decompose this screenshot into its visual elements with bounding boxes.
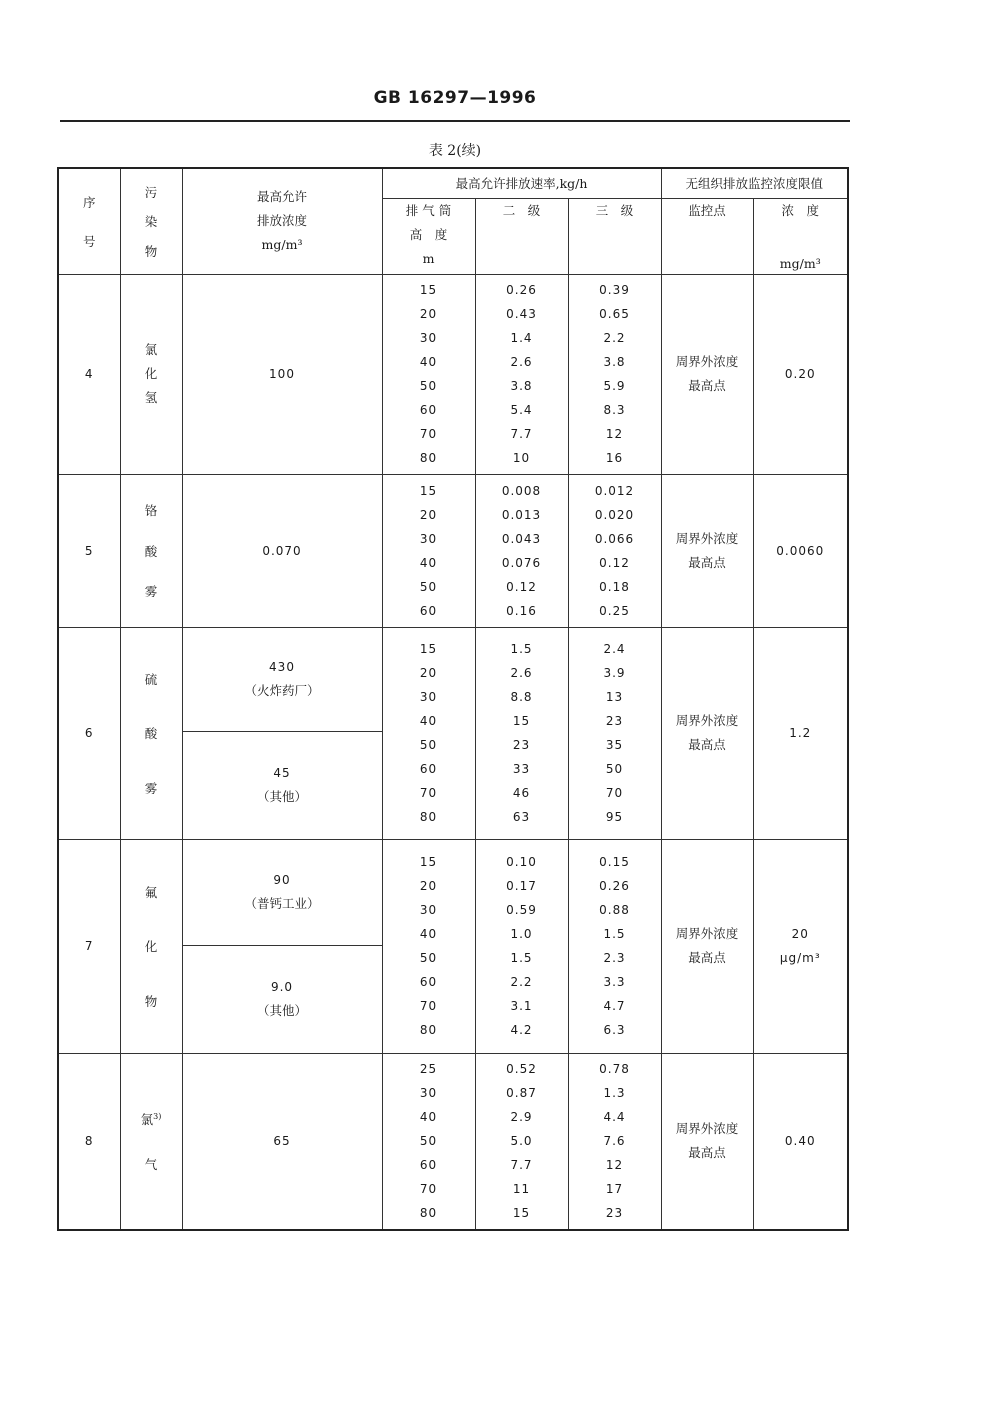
height-value: 60: [419, 403, 438, 417]
row-seq: 5: [58, 474, 120, 627]
height-value: 80: [419, 1206, 438, 1221]
row-limit: 0.20: [753, 274, 848, 474]
rate-value: 3.1: [510, 999, 533, 1013]
rate-value: 1.5: [510, 951, 533, 965]
header-max-concentration: [182, 168, 382, 274]
max-conc-value: 9.0: [270, 980, 294, 994]
rate-value: 46: [512, 786, 531, 800]
rate-value: 0.52: [506, 1062, 537, 1077]
header-stack-height: [382, 198, 475, 274]
max-conc-note: （普钙工业）: [244, 896, 320, 911]
rate-value: 4.2: [510, 1023, 533, 1037]
header-grade2: 二 级: [475, 198, 568, 274]
table-row: [58, 839, 848, 945]
height-value: 60: [419, 975, 438, 989]
rate-value: 6.3: [603, 1023, 626, 1037]
height-value: 30: [419, 331, 438, 345]
pollutant-char: 铬: [144, 502, 158, 518]
rate-value: 63: [512, 810, 531, 824]
monitor-line: 周界外浓度: [675, 1121, 739, 1137]
pollutant-char: 雾: [144, 780, 158, 796]
table-row: [58, 274, 848, 474]
row-heights: [382, 274, 475, 474]
rate-value: 5.0: [510, 1134, 533, 1149]
height-value: 50: [419, 379, 438, 393]
row-max-concentration: 0.070: [182, 474, 382, 627]
height-value: 50: [419, 1134, 438, 1149]
height-value: 30: [419, 690, 438, 704]
rate-value: 0.88: [599, 903, 630, 917]
max-conc-value: 90: [273, 873, 291, 887]
height-value: 70: [419, 786, 438, 800]
header-pollutant: [120, 168, 182, 274]
row-monitor-point: [661, 474, 753, 627]
rate-value: 23: [512, 738, 531, 752]
row-heights: [382, 839, 475, 1053]
rate-value: 15: [512, 714, 531, 728]
header-line: 排放浓度: [256, 213, 307, 229]
pollutant-char: 气: [144, 1157, 158, 1173]
row-monitor-point: [661, 627, 753, 839]
pollutant-char: 硫: [144, 671, 158, 687]
rate-value: 2.6: [510, 355, 533, 369]
rate-value: 23: [605, 1206, 624, 1221]
header-line: mg/m³: [261, 237, 303, 253]
row-grade2-rates: [475, 1053, 568, 1230]
row-grade2-rates: [475, 839, 568, 1053]
height-value: 70: [419, 999, 438, 1013]
height-value: 25: [419, 1062, 438, 1077]
height-value: 40: [419, 714, 438, 728]
rate-value: 11: [512, 1182, 531, 1197]
rate-value: 12: [605, 427, 624, 441]
pollutant-char: 酸: [144, 726, 158, 741]
row-heights: [382, 474, 475, 627]
rate-value: 35: [605, 738, 624, 752]
rate-value: 0.65: [599, 307, 630, 321]
header-seq-char: 号: [82, 233, 96, 249]
row-heights: [382, 627, 475, 839]
header-grade3: 三 级: [568, 198, 661, 274]
header-line: 高 度: [409, 226, 448, 242]
height-value: 40: [419, 1110, 438, 1125]
row-max-concentration-b: [182, 731, 382, 839]
rate-value: 0.15: [599, 855, 630, 869]
pollutant-char: 氯: [144, 342, 158, 357]
header-line: 排 气 筒: [405, 202, 452, 218]
height-value: 40: [419, 927, 438, 941]
rate-value: 0.26: [599, 879, 630, 893]
row-seq: 8: [58, 1053, 120, 1230]
height-value: 20: [419, 507, 438, 522]
rate-value: 0.12: [599, 555, 630, 570]
rate-value: 13: [605, 690, 624, 704]
monitor-line: 周界外浓度: [675, 713, 739, 728]
max-conc-note: （其他）: [256, 1003, 307, 1018]
row-grade2-rates: [475, 627, 568, 839]
row-max-concentration-b: [182, 945, 382, 1053]
row-grade3-rates: [568, 1053, 661, 1230]
rate-value: 2.9: [510, 1110, 533, 1125]
rate-value: 23: [605, 714, 624, 728]
height-value: 70: [419, 427, 438, 441]
table-row: [58, 474, 848, 627]
row-max-concentration: 100: [182, 274, 382, 474]
height-value: 15: [419, 642, 438, 656]
rate-value: 2.6: [510, 666, 533, 680]
height-value: 40: [419, 555, 438, 570]
row-pollutant: [120, 474, 182, 627]
rate-value: 7.7: [510, 1158, 533, 1173]
row-monitor-point: [661, 1053, 753, 1230]
pollutant-char: 氟: [144, 884, 158, 900]
rate-value: 0.10: [506, 855, 537, 869]
rate-value: 0.87: [506, 1086, 537, 1101]
pollutant-char: 氢: [144, 390, 158, 405]
height-value: 50: [419, 951, 438, 965]
row-limit: 0.0060: [753, 474, 848, 627]
rate-value: 1.0: [510, 927, 533, 941]
monitor-line: 周界外浓度: [675, 354, 739, 369]
monitor-line: 最高点: [688, 950, 726, 965]
header-pollutant-char: 染: [144, 214, 158, 230]
header-line: 浓 度: [781, 203, 820, 218]
monitor-line: 最高点: [688, 378, 726, 393]
pollutant-char: 化: [144, 366, 158, 381]
rate-value: 0.39: [599, 283, 630, 297]
rate-value: 15: [512, 1206, 531, 1221]
rate-value: 12: [605, 1158, 624, 1173]
max-conc-value: 430: [269, 660, 295, 674]
monitor-line: 最高点: [688, 1145, 726, 1161]
rate-value: 50: [605, 762, 624, 776]
limit-unit: μg/m³: [779, 951, 821, 965]
rate-value: 3.3: [603, 975, 626, 989]
emission-limits-table: [57, 167, 849, 1231]
height-value: 60: [419, 762, 438, 776]
pollutant-char: 氯: [140, 1112, 154, 1128]
row-monitor-point: [661, 839, 753, 1053]
height-value: 80: [419, 1023, 438, 1037]
row-heights: [382, 1053, 475, 1230]
max-conc-note: （火炸药厂）: [244, 683, 320, 698]
table-row: [58, 1053, 848, 1230]
height-value: 50: [419, 579, 438, 594]
height-value: 40: [419, 355, 438, 369]
rate-value: 0.16: [506, 603, 537, 618]
header-rule: [60, 120, 850, 122]
rate-value: 17: [605, 1182, 624, 1197]
row-grade3-rates: [568, 839, 661, 1053]
header-pollutant-char: 物: [144, 243, 158, 259]
rate-value: 1.5: [603, 927, 626, 941]
height-value: 20: [419, 307, 438, 321]
row-max-concentration: 65: [182, 1053, 382, 1230]
row-grade3-rates: [568, 474, 661, 627]
rate-value: 0.59: [506, 903, 537, 917]
height-value: 80: [419, 810, 438, 824]
header-concentration: [753, 198, 848, 274]
rate-value: 0.25: [599, 603, 630, 618]
limit-value: 20: [791, 927, 809, 941]
monitor-line: 最高点: [688, 554, 726, 570]
rate-value: 1.3: [603, 1086, 626, 1101]
rate-value: 33: [512, 762, 531, 776]
row-max-concentration-a: [182, 627, 382, 731]
rate-value: 95: [605, 810, 624, 824]
header-fugitive-group: 无组织排放监控浓度限值: [661, 168, 848, 198]
table-row: [58, 627, 848, 731]
row-monitor-point: [661, 274, 753, 474]
pollutant-char: 雾: [144, 584, 158, 600]
document-header: GB 16297—1996: [373, 88, 537, 108]
row-seq: 4: [58, 274, 120, 474]
monitor-line: 周界外浓度: [675, 530, 739, 546]
rate-value: 3.9: [603, 666, 626, 680]
rate-value: 8.3: [603, 403, 626, 417]
row-grade2-rates: [475, 274, 568, 474]
rate-value: 0.008: [501, 483, 542, 498]
rate-value: 4.7: [603, 999, 626, 1013]
row-grade3-rates: [568, 627, 661, 839]
max-conc-note: （其他）: [256, 789, 307, 804]
row-grade2-rates: [475, 474, 568, 627]
rate-value: 0.012: [594, 483, 635, 498]
height-value: 60: [419, 1158, 438, 1173]
height-value: 20: [419, 879, 438, 893]
height-value: 15: [419, 855, 438, 869]
rate-value: 0.12: [506, 579, 537, 594]
rate-value: 2.4: [603, 642, 626, 656]
rate-value: 0.78: [599, 1062, 630, 1077]
height-value: 50: [419, 738, 438, 752]
rate-value: 70: [605, 786, 624, 800]
row-pollutant: [120, 274, 182, 474]
height-value: 30: [419, 903, 438, 917]
height-value: 30: [419, 531, 438, 546]
rate-value: 0.013: [501, 507, 542, 522]
rate-value: 8.8: [510, 690, 533, 704]
rate-value: 2.3: [603, 951, 626, 965]
pollutant-char: 物: [144, 993, 158, 1009]
rate-value: 0.18: [599, 579, 630, 594]
row-limit: 1.2: [753, 627, 848, 839]
rate-value: 16: [605, 451, 624, 465]
rate-value: 4.4: [603, 1110, 626, 1125]
height-value: 20: [419, 666, 438, 680]
table-title: 表 2(续): [428, 143, 482, 159]
rate-value: 3.8: [603, 355, 626, 369]
rate-value: 0.43: [506, 307, 537, 321]
header-line: 最高允许: [256, 189, 307, 205]
rate-value: 0.17: [506, 879, 537, 893]
header-seq: [58, 168, 120, 274]
rate-value: 2.2: [603, 331, 626, 345]
row-limit: [753, 839, 848, 1053]
header-max-rate-group: 最高允许排放速率,kg/h: [382, 168, 661, 198]
rate-value: 0.26: [506, 283, 537, 297]
rate-value: 1.4: [510, 331, 533, 345]
row-max-concentration-a: [182, 839, 382, 945]
rate-value: 0.076: [501, 555, 542, 570]
rate-value: 7.7: [510, 427, 533, 441]
row-limit: 0.40: [753, 1053, 848, 1230]
height-value: 15: [419, 483, 438, 498]
rate-value: 0.066: [594, 531, 635, 546]
footnote-marker: 3): [153, 1112, 162, 1122]
pollutant-char: 化: [144, 939, 158, 954]
rate-value: 5.9: [603, 379, 626, 393]
monitor-line: 周界外浓度: [675, 926, 739, 941]
rate-value: 7.6: [603, 1134, 626, 1149]
rate-value: 0.043: [501, 531, 542, 546]
rate-value: 1.5: [510, 642, 533, 656]
header-pollutant-char: 污: [144, 184, 158, 200]
header-monitor-point: 监控点: [661, 198, 753, 274]
rate-value: 3.8: [510, 379, 533, 393]
height-value: 30: [419, 1086, 438, 1101]
height-value: 60: [419, 603, 438, 618]
header-line: m: [422, 250, 435, 266]
row-pollutant: [120, 1053, 182, 1230]
rate-value: 2.2: [510, 975, 533, 989]
header-seq-char: 序: [82, 194, 96, 210]
height-value: 70: [419, 1182, 438, 1197]
rate-value: 0.020: [594, 507, 635, 522]
row-seq: 6: [58, 627, 120, 839]
pollutant-char: 酸: [144, 543, 158, 559]
row-grade3-rates: [568, 274, 661, 474]
rate-value: 10: [512, 451, 531, 465]
monitor-line: 最高点: [688, 737, 726, 752]
row-seq: 7: [58, 839, 120, 1053]
header-line: mg/m³: [779, 256, 821, 271]
rate-value: 5.4: [510, 403, 533, 417]
row-pollutant: [120, 839, 182, 1053]
max-conc-value: 45: [273, 766, 291, 780]
height-value: 15: [419, 283, 438, 297]
row-pollutant: [120, 627, 182, 839]
height-value: 80: [419, 451, 438, 465]
